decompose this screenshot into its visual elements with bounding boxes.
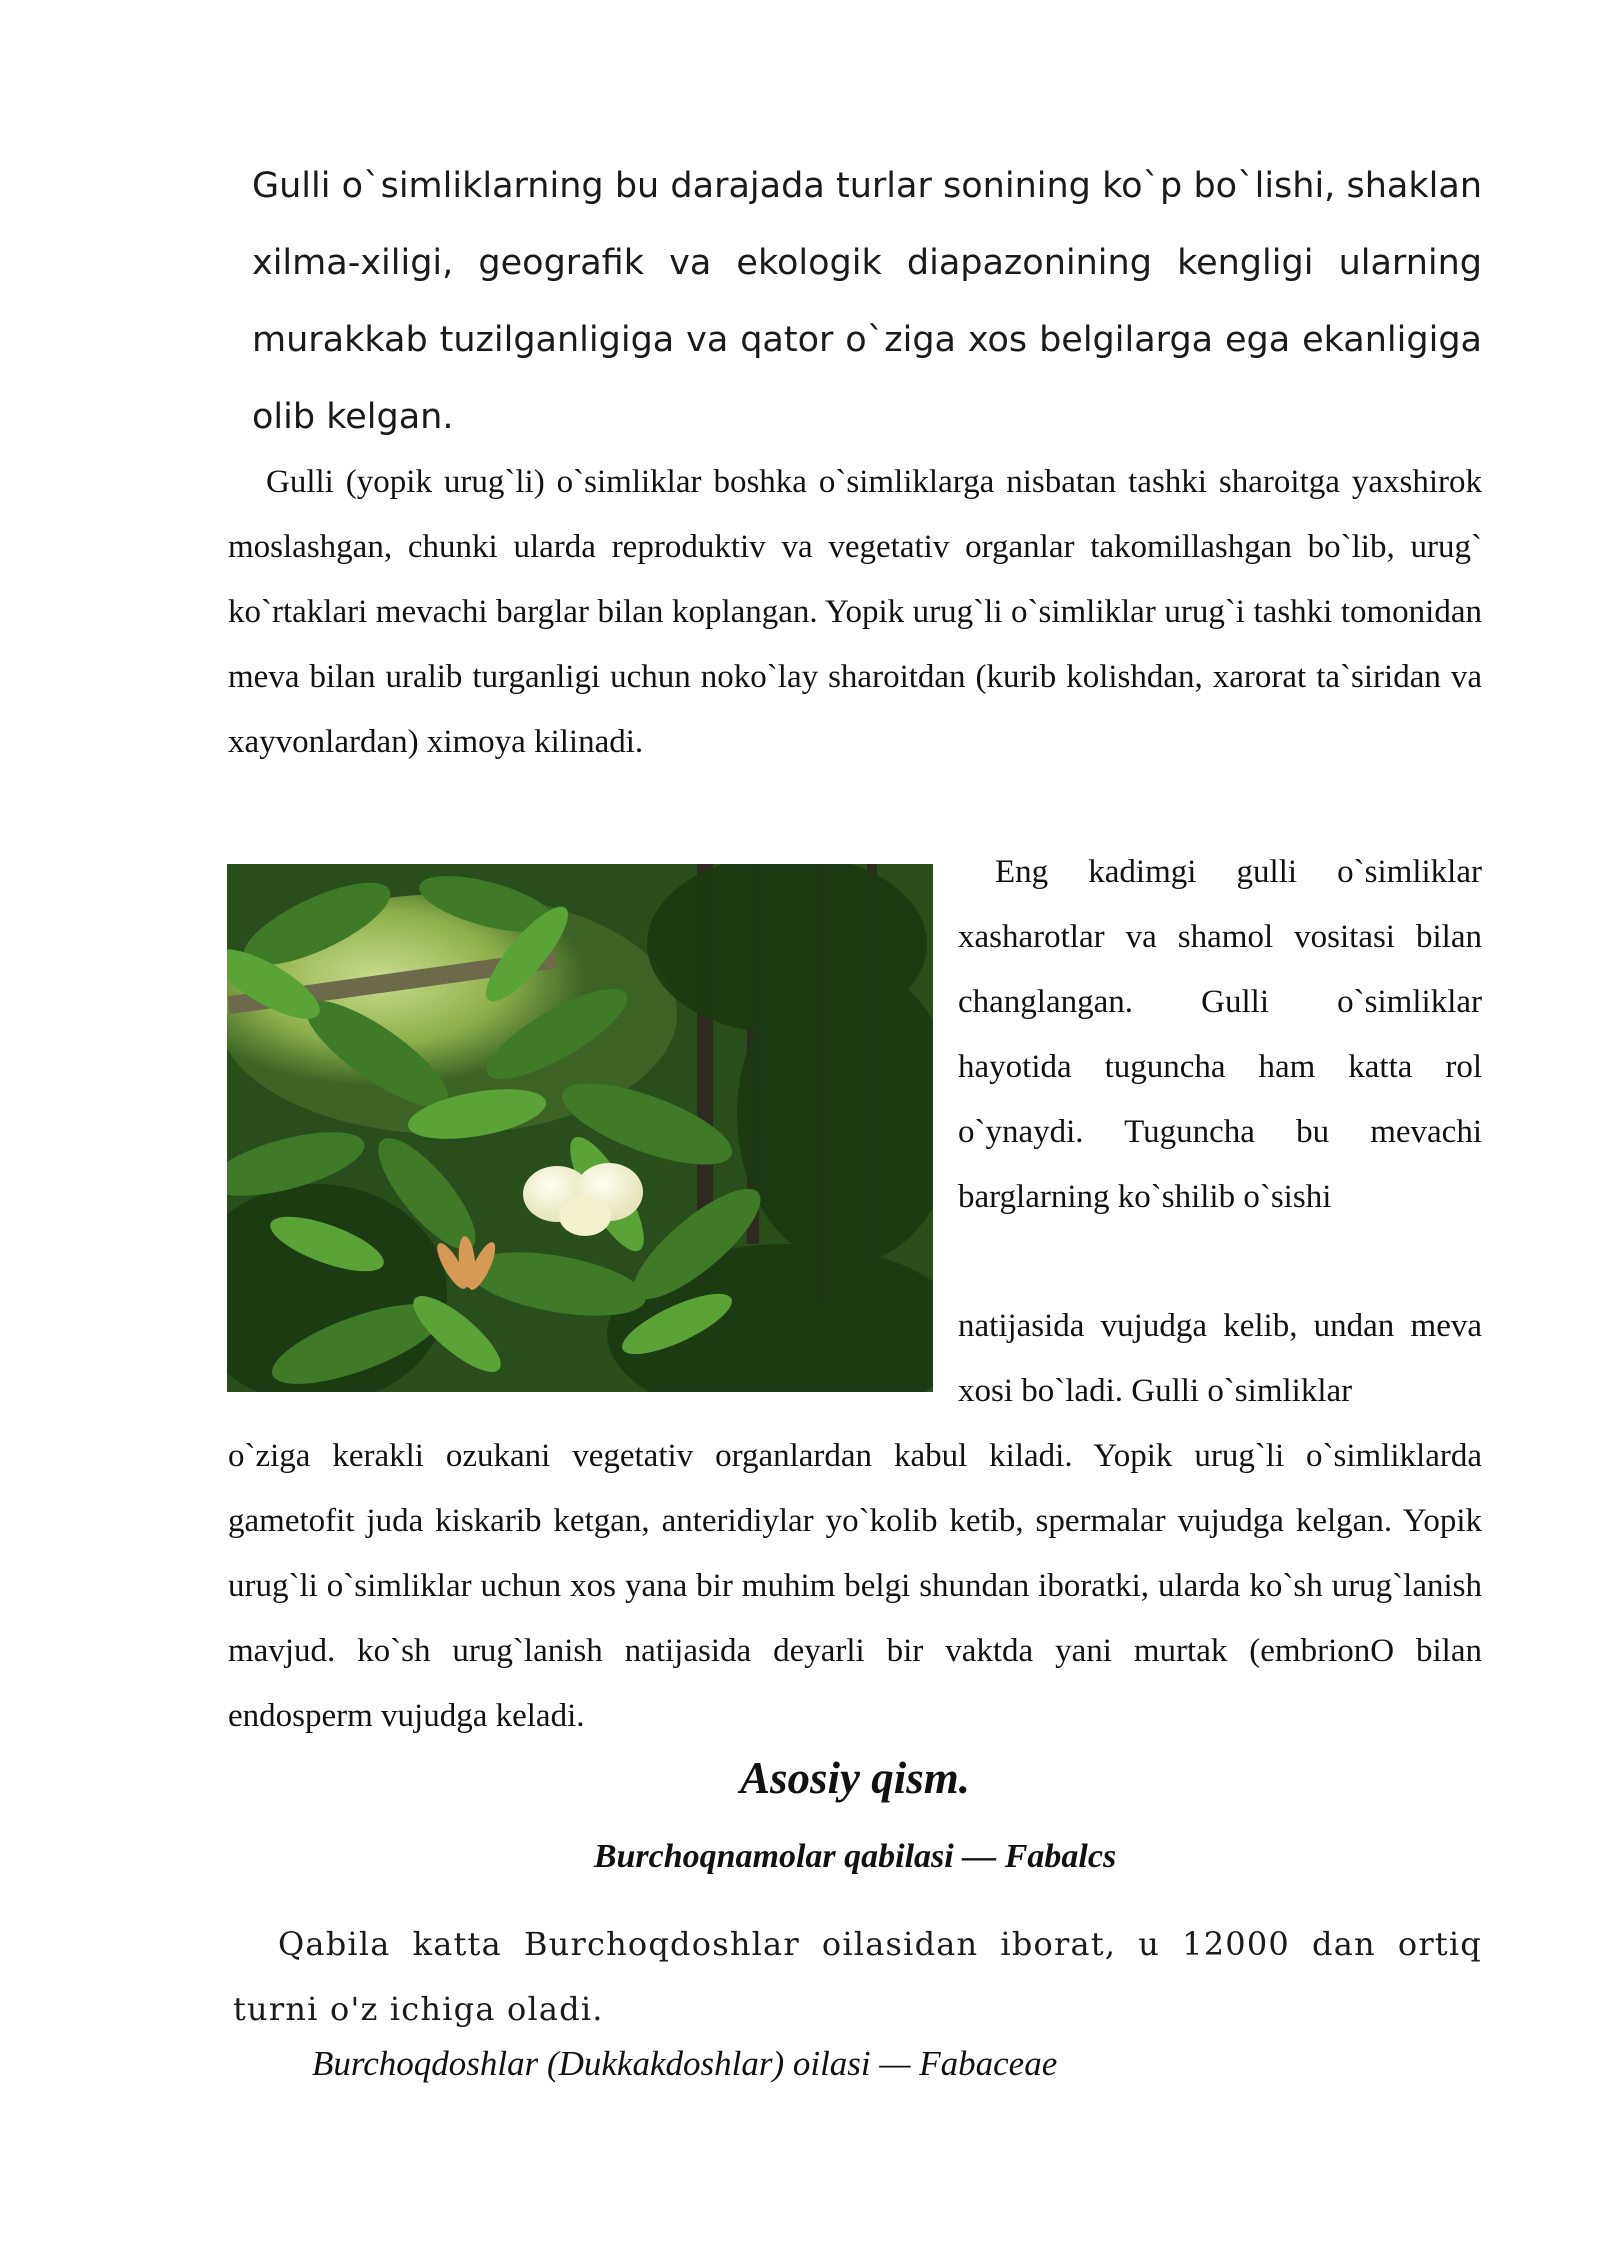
order-heading: Burchoqnamolar qabilasi — Fabalcs — [593, 1838, 1117, 1875]
paragraph-pollination-lower: o`ziga kerakli ozukani vegetativ organlardan kabul kiladi. Yopik urug`li o`simliklarda gametofit juda kiskarib ketgan, anteridiylar yo`kolib ketib, spermalar vujudga kelgan. Yopik urug`li o`simliklar uchun xos yana bir muhim belgi shundan iboratki, ularda ko`sh urug`lanish mavjud. ko`sh urug`lanish natijasida deyarli bir vaktda yani murtak (embrionO bilan endosperm vujudga keladi. — [228, 1438, 1482, 1734]
paragraph-pollination-middle: natijasida vujudga kelib, undan meva xosi bo`ladi. Gulli o`simliklar — [958, 1308, 1482, 1409]
section-heading: Asosiy qism. — [739, 1753, 971, 1803]
paragraph-angiosperm-adaptation: Gulli (yopik urug`li) o`simliklar boshka o`simliklarga nisbatan tashki sharoitga yaxshirok moslashgan, chunki ularda reproduktiv va vegetativ organlar takomillashgan bo`lib, urug` ko`rtaklari mevachi barglar bilan koplangan. Yopik urug`li o`simliklar urug`i tashki tomonidan meva bilan uralib turganligi uchun noko`lay sharoitdan (kurib kolishdan, xarorat ta`siridan va xayvonlardan) ximoya kilinadi. — [228, 464, 1482, 760]
family-heading: Burchoqdoshlar (Dukkakdoshlar) oilasi — Fabaceae — [312, 2044, 1058, 2083]
magnolia-photo — [227, 864, 933, 1392]
intro-paragraph: Gulli o`simliklarning bu darajada turlar sonining ko`p bo`lishi, shaklan xilma-xiligi, geografik va ekologik diapazonining kengligi ularning murakkab tuzilganligiga va qator o`ziga xos belgilarga ega ekanligiga olib kelgan. — [252, 166, 1482, 437]
paragraph-order-description: Qabila katta Burchoqdoshlar oilasidan iborat, u 12000 dan ortiq turni o'z ichiga oladi. — [233, 1925, 1482, 2028]
paragraph-pollination-upper: Eng kadimgi gulli o`simliklar xasharotlar va shamol vositasi bilan changlangan. Gulli o`simliklar hayotida tuguncha ham katta rol o`ynaydi. Tuguncha bu mevachi barglarning ko`shilib o`sishi — [958, 854, 1482, 1215]
